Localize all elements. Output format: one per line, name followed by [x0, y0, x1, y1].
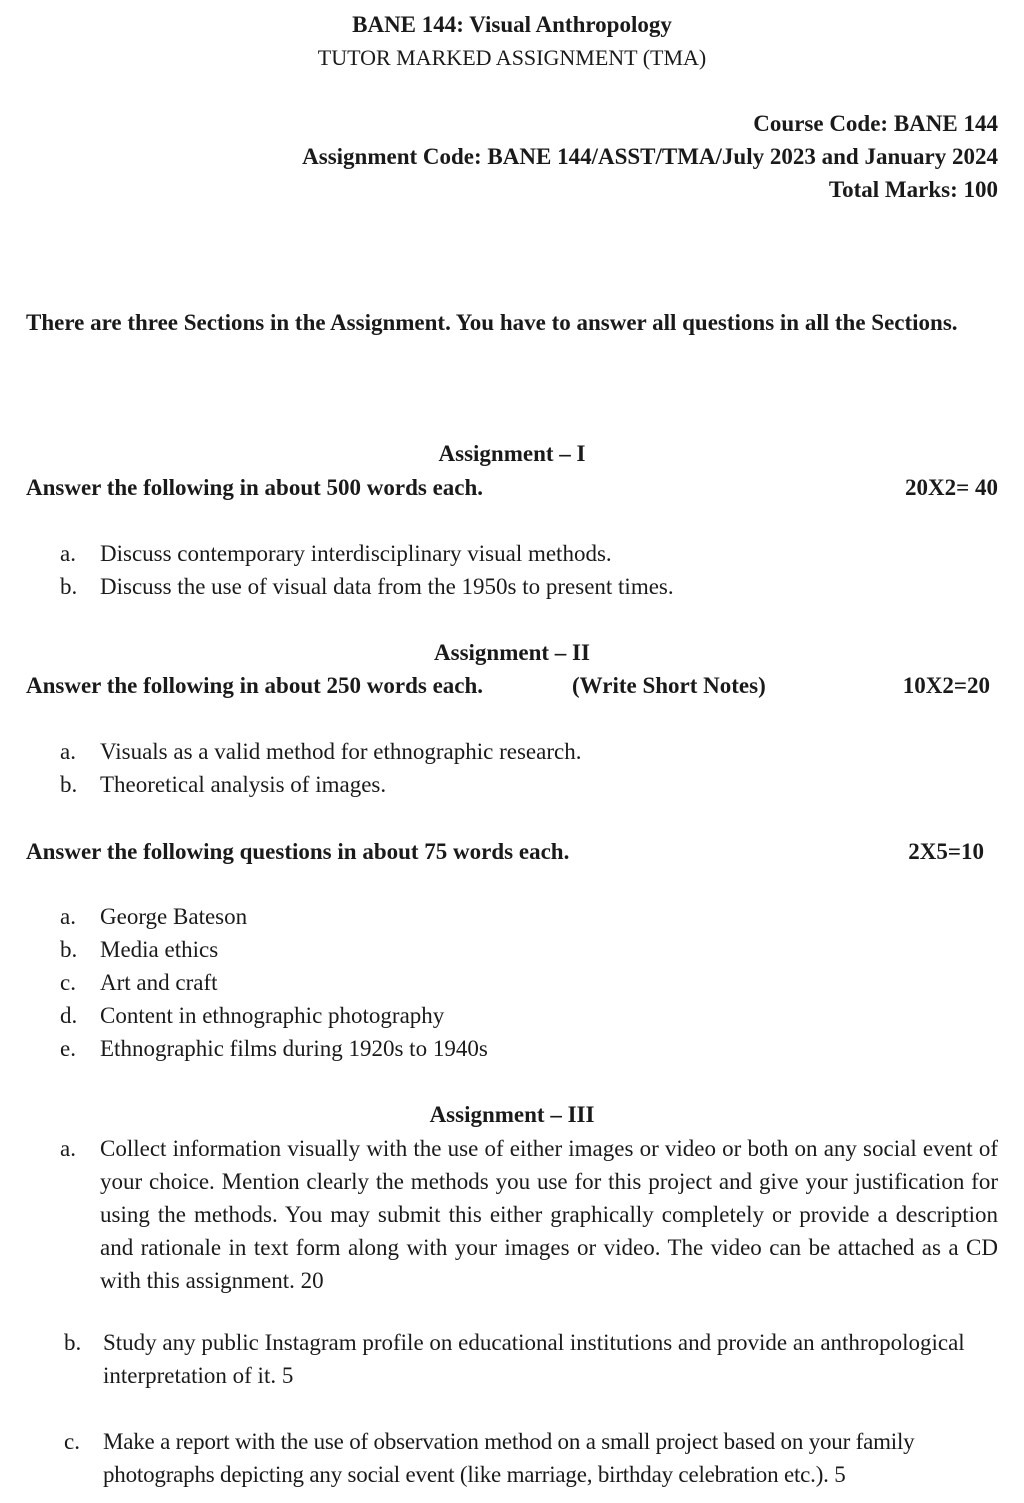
- item-label: e.: [60, 1036, 76, 1061]
- item-text: George Bateson: [100, 904, 248, 929]
- section2-heading: Assignment – II: [434, 640, 590, 665]
- item-text: Make a report with the use of observation method on a small project based on your family photographs depicting any social event (like marriage, birthday celebration etc.). 5: [103, 1429, 915, 1487]
- item-label: a.: [60, 1136, 76, 1161]
- item-label: a.: [60, 739, 76, 764]
- page-title: BANE 144: Visual Anthropology: [352, 12, 672, 37]
- item-text: Collect information visually with the use of either images or video or both on any social event of your choice. Mention clearly the methods you use for this project and give your justification for using the methods. You may submit this either graphically completely or provide a description and rationale in text form along with your images or video. The video can be attached as a CD with this assignment. 20: [100, 1136, 998, 1293]
- section1-heading: Assignment – I: [438, 441, 586, 466]
- list-item: [0, 768, 1024, 801]
- section2-marks: 10X2=20: [902, 673, 990, 698]
- item-text: Content in ethnographic photography: [100, 1003, 445, 1028]
- list-item: [0, 1032, 1024, 1065]
- item-text: Ethnographic films during 1920s to 1940s: [100, 1036, 488, 1061]
- list-item: [0, 900, 1024, 933]
- list-item: [0, 933, 1024, 966]
- list-item: [0, 735, 1024, 768]
- section2-note: (Write Short Notes): [572, 673, 766, 698]
- item-text: Study any public Instagram profile on educational institutions and provide an anthropological interpretation of it. 5: [103, 1330, 965, 1388]
- item-label: a.: [60, 541, 76, 566]
- item-label: b.: [60, 574, 78, 599]
- item-text: Discuss contemporary interdisciplinary visual methods.: [100, 541, 612, 566]
- section2-sub-instruction: Answer the following questions in about 75 words each.: [26, 839, 570, 864]
- item-label: d.: [60, 1003, 78, 1028]
- list-item: [0, 537, 1024, 570]
- item-text: Media ethics: [100, 937, 219, 962]
- page-subtitle: TUTOR MARKED ASSIGNMENT (TMA): [317, 45, 707, 70]
- item-text: Art and craft: [100, 970, 218, 995]
- list-item: [0, 999, 1024, 1032]
- assignment-code: Assignment Code: BANE 144/ASST/TMA/July 2023 and January 2024: [302, 144, 998, 169]
- item-label: b.: [64, 1330, 82, 1355]
- item-label: b.: [60, 772, 78, 797]
- course-code: Course Code: BANE 144: [753, 111, 998, 136]
- section3-heading: Assignment – III: [429, 1102, 595, 1127]
- item-label: c.: [60, 970, 76, 995]
- section1-instruction: Answer the following in about 500 words each.: [26, 475, 484, 500]
- section2-instruction: Answer the following in about 250 words each.: [26, 673, 484, 698]
- item-label: c.: [64, 1429, 80, 1454]
- item-label: b.: [60, 937, 78, 962]
- item-label: a.: [60, 904, 76, 929]
- section2-sub-marks: 2X5=10: [908, 839, 984, 864]
- intro-text: There are three Sections in the Assignment. You have to answer all questions in all the Sections.: [26, 310, 958, 335]
- list-item: [0, 966, 1024, 999]
- item-text: Theoretical analysis of images.: [100, 772, 387, 797]
- item-text: Discuss the use of visual data from the 1950s to present times.: [100, 574, 674, 599]
- total-marks: Total Marks: 100: [828, 177, 998, 202]
- list-item: [0, 570, 1024, 603]
- item-text: Visuals as a valid method for ethnographic research.: [100, 739, 582, 764]
- section1-marks: 20X2= 40: [905, 475, 998, 500]
